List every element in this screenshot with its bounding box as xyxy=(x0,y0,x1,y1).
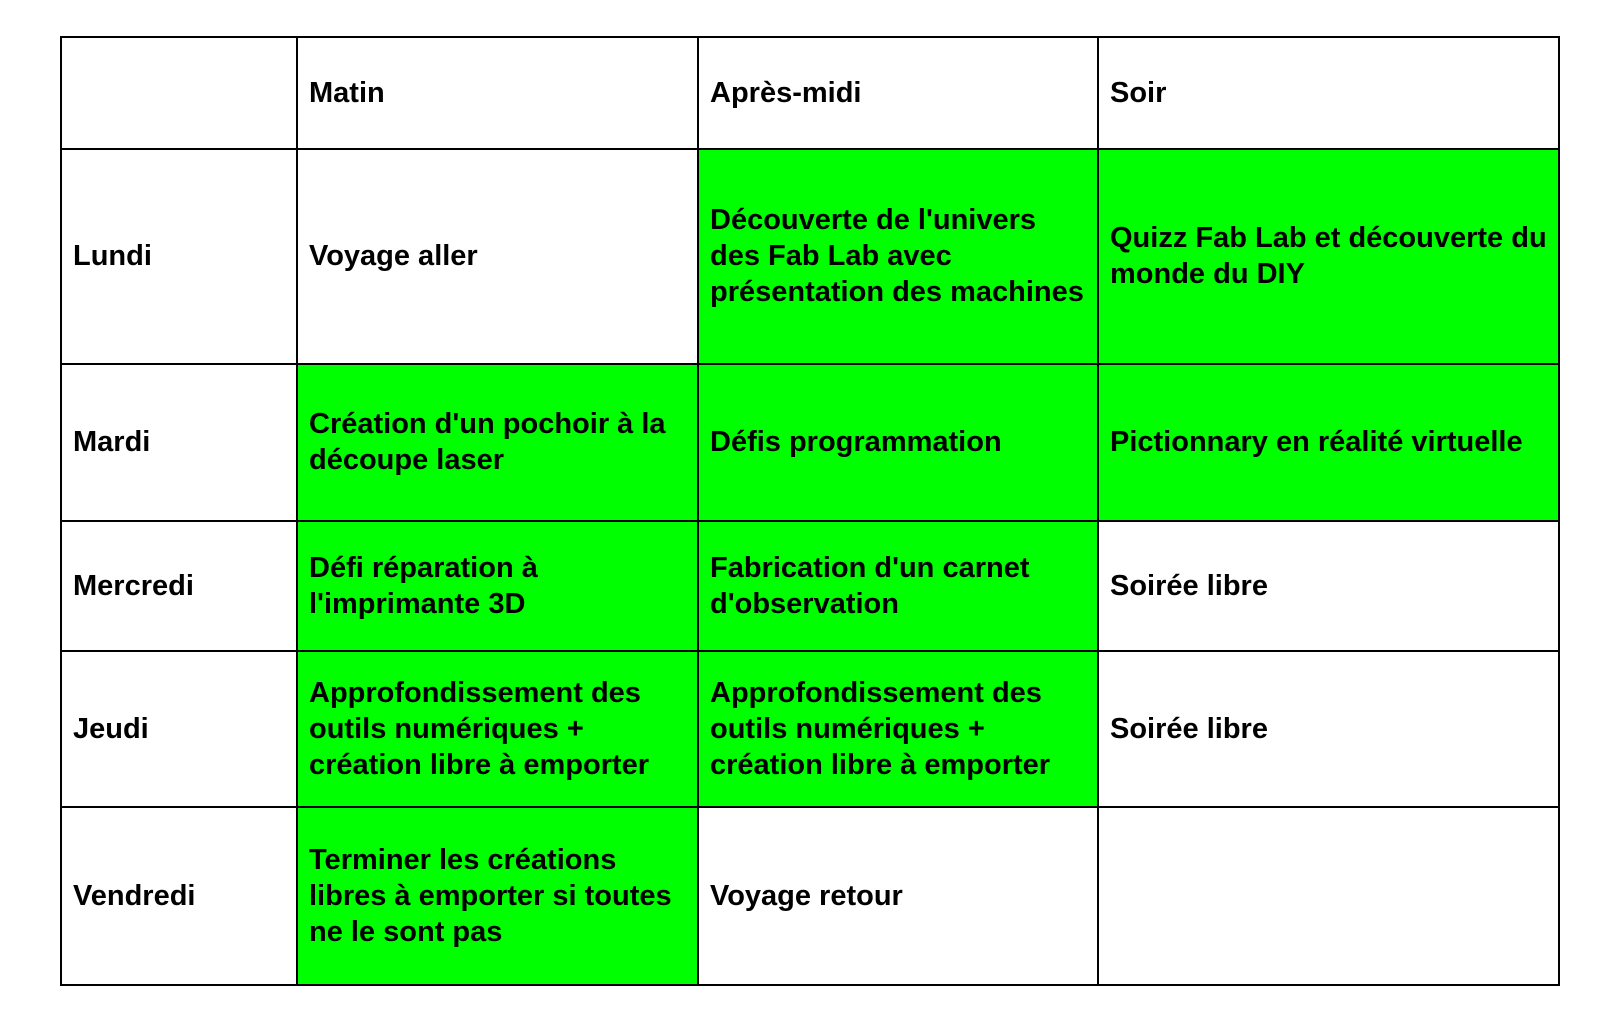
column-header-apres-midi: Après-midi xyxy=(698,37,1098,149)
activity-cell: Pictionnary en réalité virtuelle xyxy=(1098,364,1559,521)
activity-cell: Voyage retour xyxy=(698,807,1098,985)
activity-cell: Création d'un pochoir à la découpe laser xyxy=(297,364,698,521)
activity-cell: Soirée libre xyxy=(1098,521,1559,651)
table-row xyxy=(61,651,1559,806)
header-row xyxy=(61,37,1559,149)
activity-cell: Soirée libre xyxy=(1098,651,1559,806)
table-row xyxy=(61,807,1559,985)
activity-cell xyxy=(1098,807,1559,985)
table-row xyxy=(61,521,1559,651)
activity-cell: Quizz Fab Lab et découverte du monde du DIY xyxy=(1098,149,1559,363)
activity-cell: Découverte de l'univers des Fab Lab avec présentation des machines xyxy=(698,149,1098,363)
activity-cell: Fabrication d'un carnet d'observation xyxy=(698,521,1098,651)
activity-cell: Défi réparation à l'imprimante 3D xyxy=(297,521,698,651)
activity-cell: Approfondissement des outils numériques + création libre à emporter xyxy=(698,651,1098,806)
activity-cell: Approfondissement des outils numériques + création libre à emporter xyxy=(297,651,698,806)
activity-cell: Voyage aller xyxy=(297,149,698,363)
day-label: Jeudi xyxy=(61,651,297,806)
day-label: Mardi xyxy=(61,364,297,521)
table-row xyxy=(61,149,1559,363)
day-label: Vendredi xyxy=(61,807,297,985)
table-row xyxy=(61,364,1559,521)
column-header-soir: Soir xyxy=(1098,37,1559,149)
day-label: Mercredi xyxy=(61,521,297,651)
activity-cell: Défis programmation xyxy=(698,364,1098,521)
column-header-matin: Matin xyxy=(297,37,698,149)
weekly-schedule-table xyxy=(60,36,1560,986)
corner-cell xyxy=(61,37,297,149)
activity-cell: Terminer les créations libres à emporter si toutes ne le sont pas xyxy=(297,807,698,985)
day-label: Lundi xyxy=(61,149,297,363)
